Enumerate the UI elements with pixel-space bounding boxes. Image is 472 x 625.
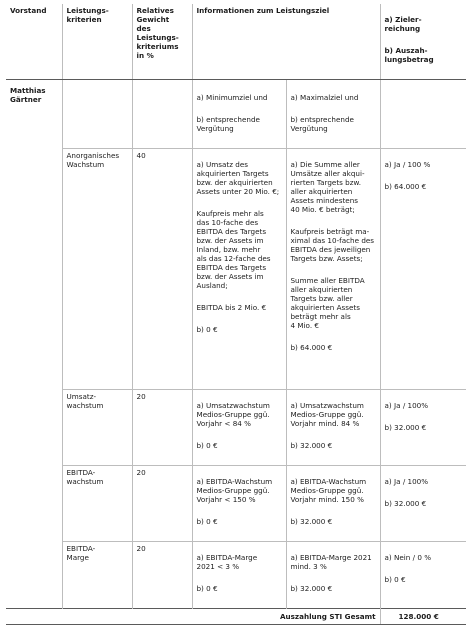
max-text-2: b) 32.000 €	[290, 517, 333, 526]
min-text-3: EBITDA bis 2 Mio. €	[196, 303, 267, 312]
subheader-empty-gewicht	[132, 80, 192, 149]
header-zielerreichung	[380, 4, 466, 80]
min-text-1: a) Umsatz des akquirierten Targets bzw. der akquirierten Assets unter 20 Mio. €;	[196, 160, 280, 196]
maximum-target	[286, 466, 380, 542]
min-text-2: b) 0 €	[196, 441, 218, 450]
header-vorstand: Vorstand	[6, 4, 62, 80]
result-cell	[380, 542, 466, 609]
subheader-maximum	[286, 80, 380, 149]
criterion-weight: 20	[132, 466, 192, 542]
minimum-target	[192, 390, 286, 466]
min-text-1: a) Umsatzwachstum Medios-Gruppe ggü. Vorjahr < 84 %	[196, 401, 270, 428]
total-value: 128.000 €	[380, 609, 466, 625]
subheader-empty-result	[380, 80, 466, 149]
max-text-2: b) 32.000 €	[290, 584, 333, 593]
result-achievement: a) Nein / 0 %	[384, 553, 432, 562]
header-auszahlung-label: b) Auszah- lungsbetrag	[384, 46, 434, 64]
minimum-target	[192, 466, 286, 542]
criterion-label: Anorganisches Wachstum	[62, 149, 132, 390]
criterion-weight: 40	[132, 149, 192, 390]
result-achievement: a) Ja / 100%	[384, 477, 429, 486]
maximum-target	[286, 390, 380, 466]
max-text-2: b) 32.000 €	[290, 441, 333, 450]
maximum-target	[286, 542, 380, 609]
max-text-1: a) Die Summe aller Umsätze aller akqui- rierten Targets bzw. aller akquirierten Assets mindestens 40 Mio. € beträgt;	[290, 160, 365, 214]
result-payout: b) 32.000 €	[384, 499, 427, 508]
criterion-weight: 20	[132, 390, 192, 466]
min-text-1: a) EBITDA-Wachstum Medios-Gruppe ggü. Vorjahr < 150 %	[196, 477, 273, 504]
subheader-max-b: b) entsprechende Vergütung	[290, 115, 354, 133]
board-member-name: Matthias Gärtner	[10, 86, 46, 104]
total-label: Auszahlung STI Gesamt	[6, 609, 380, 625]
header-informationen: Informationen zum Leistungsziel	[192, 4, 380, 80]
subheader-row	[6, 80, 466, 149]
max-text-1: a) EBITDA-Wachstum Medios-Gruppe ggü. Vorjahr mind. 150 %	[290, 477, 367, 504]
result-cell	[380, 149, 466, 390]
subheader-max-a: a) Maximalziel und	[290, 93, 359, 102]
table-row	[6, 149, 466, 390]
min-text-2: b) 0 €	[196, 517, 218, 526]
minimum-target	[192, 542, 286, 609]
max-text-3: Summe aller EBITDA aller akquirierten Targets bzw. aller akquirierten Assets beträgt mehr als 4 Mio. €	[290, 276, 365, 330]
table-row	[6, 466, 466, 542]
result-cell	[380, 466, 466, 542]
result-payout: b) 64.000 €	[384, 182, 427, 191]
header-kriterien: Leistungs- kriterien	[62, 4, 132, 80]
criterion-label: Umsatz- wachstum	[62, 390, 132, 466]
min-text-1: a) EBITDA-Marge 2021 < 3 %	[196, 553, 258, 571]
result-achievement: a) Ja / 100%	[384, 401, 429, 410]
min-text-2: Kaufpreis mehr als das 10-fache des EBITDA des Targets bzw. der Assets im Inland, bzw. mehr als das 12-fache des EBITDA des Targets bzw. der Assets im Ausland;	[196, 209, 271, 290]
min-text-2: b) 0 €	[196, 584, 218, 593]
max-text-1: a) Umsatzwachstum Medios-Gruppe ggü. Vorjahr mind. 84 %	[290, 401, 364, 428]
result-achievement: a) Ja / 100 %	[384, 160, 431, 169]
maximum-target	[286, 149, 380, 390]
minimum-target	[192, 149, 286, 390]
subheader-empty-kriterien	[62, 80, 132, 149]
total-row	[6, 609, 466, 625]
subheader-minimum	[192, 80, 286, 149]
table-row	[6, 390, 466, 466]
max-text-2: Kaufpreis beträgt ma- ximal das 10-fache des EBITDA des jeweiligen Targets bzw. Assets;	[290, 227, 375, 263]
result-payout: b) 32.000 €	[384, 423, 427, 432]
criterion-weight: 20	[132, 542, 192, 609]
criterion-label: EBITDA- wachstum	[62, 466, 132, 542]
max-text-4: b) 64.000 €	[290, 343, 333, 352]
min-text-4: b) 0 €	[196, 325, 218, 334]
criterion-label: EBITDA- Marge	[62, 542, 132, 609]
sti-table	[6, 4, 466, 625]
header-gewicht: Relatives Gewicht des Leistungs- kriteriums in %	[132, 4, 192, 80]
header-zielerreichung-label: a) Zieler- reichung	[384, 15, 422, 33]
max-text-1: a) EBITDA-Marge 2021 mind. 3 %	[290, 553, 372, 571]
table-row	[6, 542, 466, 609]
result-cell	[380, 390, 466, 466]
result-payout: b) 0 €	[384, 575, 406, 584]
subheader-min-a: a) Minimumziel und	[196, 93, 268, 102]
table-header-row	[6, 4, 466, 80]
subheader-min-b: b) entsprechende Vergütung	[196, 115, 260, 133]
